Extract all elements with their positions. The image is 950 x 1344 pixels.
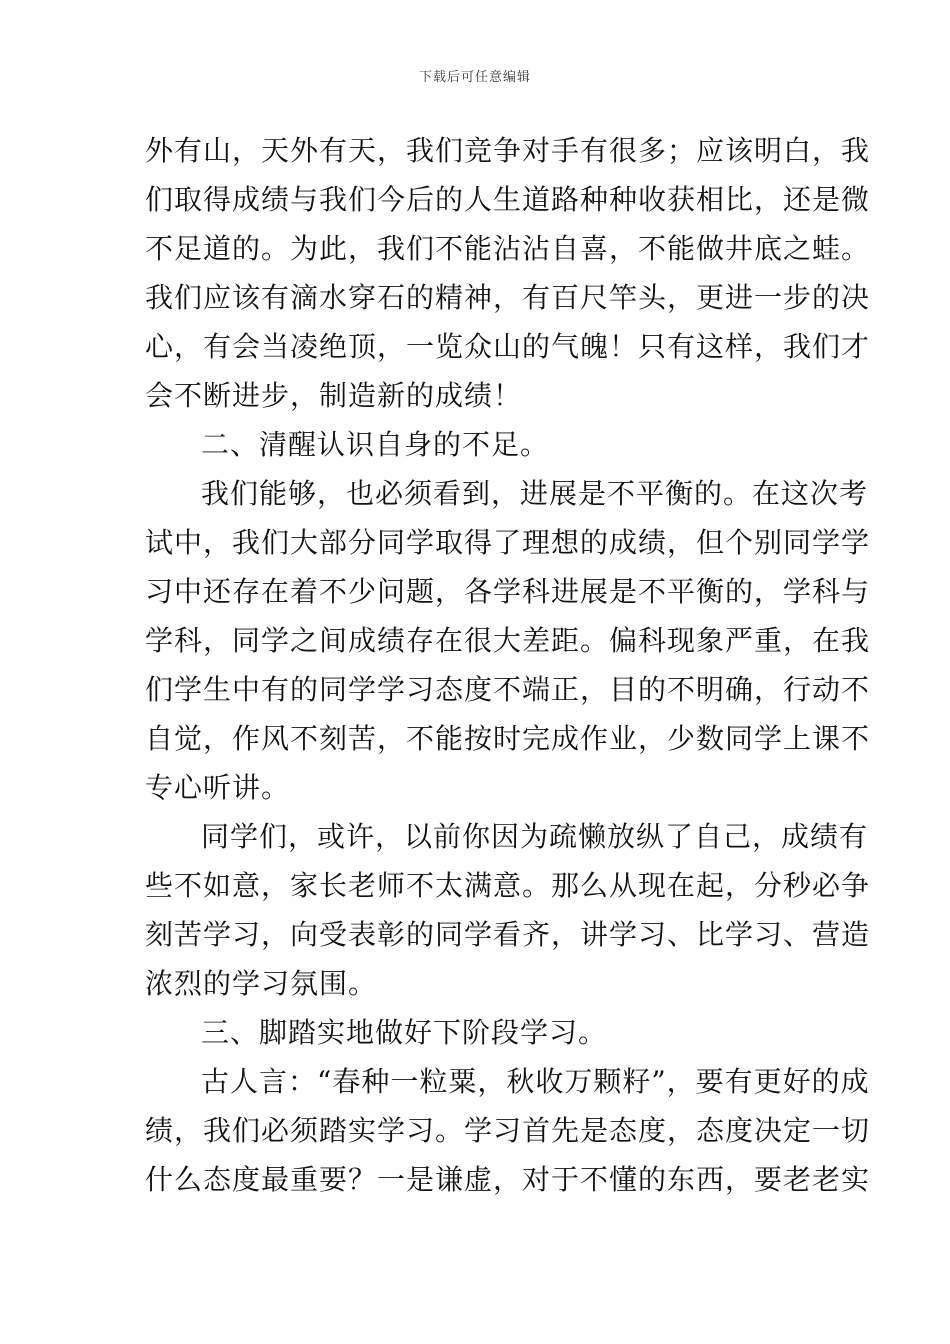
text-line: 心，有会当凌绝顶，一览众山的气魄！只有这样，我们才	[145, 330, 871, 363]
text-line: 同学们，或许，以前你因为疏懒放纵了自己，成绩有	[201, 820, 869, 853]
text-line: 古人言：“春种一粒粟，秋收万颗籽”，要有更好的成	[201, 1065, 870, 1098]
text-line: 会不断进步，制造新的成绩！	[145, 379, 523, 412]
text-line: 外有山，天外有天，我们竞争对手有很多；应该明白，我	[145, 134, 871, 167]
text-line: 些不如意，家长老师不太满意。那么从现在起，分秒必争	[145, 869, 871, 902]
text-line: 我们能够，也必须看到，进展是不平衡的。在这次考	[201, 477, 869, 510]
text-line: 刻苦学习，向受表彰的同学看齐，讲学习、比学习、营造	[145, 918, 871, 951]
text-line: 绩，我们必须踏实学习。学习首先是态度，态度决定一切	[145, 1114, 871, 1147]
text-line: 我们应该有滴水穿石的精神，有百尺竿头，更进一步的决	[145, 281, 871, 314]
text-line: 浓烈的学习氛围。	[145, 967, 378, 1000]
text-line: 不足道的。为此，我们不能沾沾自喜，不能做井底之蛙。	[145, 232, 871, 265]
section-heading: 二、清醒认识自身的不足。	[201, 428, 550, 461]
text-line: 自觉，作风不刻苦，不能按时完成作业，少数同学上课不	[145, 722, 871, 755]
section-heading: 三、脚踏实地做好下阶段学习。	[201, 1016, 608, 1049]
text-line: 习中还存在着不少问题，各学科进展是不平衡的，学科与	[145, 575, 871, 608]
document-body	[145, 126, 871, 1204]
header-note: 下载后可任意编辑	[418, 70, 531, 85]
text-line: 们取得成绩与我们今后的人生道路种种收获相比，还是微	[145, 183, 871, 216]
text-line: 学科，同学之间成绩存在很大差距。偏科现象严重，在我	[145, 624, 871, 657]
text-line: 试中，我们大部分同学取得了理想的成绩，但个别同学学	[145, 526, 871, 559]
text-line: 专心听讲。	[145, 771, 291, 804]
text-line: 什么态度最重要？一是谦虚，对于不懂的东西，要老老实	[145, 1163, 871, 1196]
text-line: 们学生中有的同学学习态度不端正，目的不明确，行动不	[145, 673, 871, 706]
